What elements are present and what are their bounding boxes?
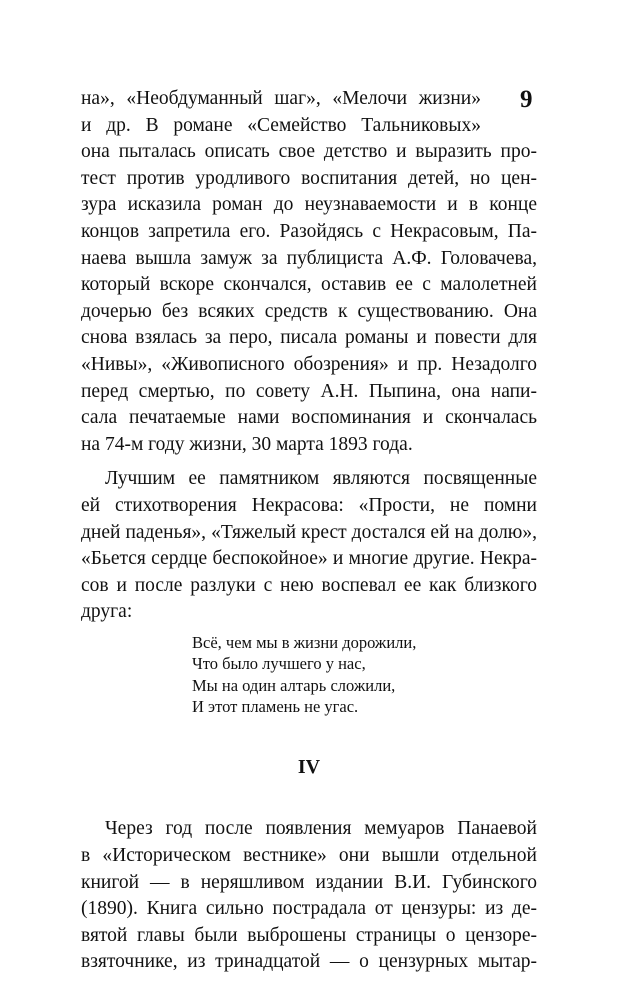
text-line: снова взялась за перо, писала романы и повести для — [81, 327, 537, 349]
text-line: вятой главы были выброшены страницы о цензоре- — [81, 924, 537, 946]
text-line: она пыталась описать свое детство и выразить про- — [81, 141, 537, 163]
text-line: (1890). Книга сильно пострадала от цензуры: из де- — [81, 898, 537, 920]
paragraph-1 — [81, 86, 537, 458]
text-line: сала печатаемые нами воспоминания и скончалась — [81, 407, 537, 429]
text-line: дней паденья», «Тяжелый крест достался ей на долю», — [81, 521, 537, 543]
text-line: перед смертью, по совету А.Н. Пыпина, она напи- — [81, 380, 537, 402]
paragraph-3 — [81, 816, 537, 976]
text-line: дочерью без всяких средств к существованию. Она — [81, 300, 537, 322]
text-line: на 74-м году жизни, 30 марта 1893 года. — [81, 433, 413, 455]
text-line: тест против уродливого воспитания детей, но цен- — [81, 167, 537, 189]
poem-line: Что было лучшего у нас, — [192, 654, 366, 674]
text-line: концов запретила его. Разойдясь с Некрасовым, Па- — [81, 220, 537, 242]
text-line: книгой — в неряшливом издании В.И. Губинского — [81, 871, 537, 893]
poem-quote — [192, 632, 537, 718]
poem-line: Мы на один алтарь сложили, — [192, 675, 396, 695]
poem-line: И этот пламень не угас. — [192, 697, 359, 717]
text-line: Лучшим ее памятником являются посвященные — [105, 468, 537, 490]
text-line: друга: — [81, 601, 133, 623]
text-line: «Нивы», «Живописного обозрения» и пр. Незадолго — [81, 353, 537, 375]
paragraph-2 — [81, 466, 537, 626]
section-heading: IV — [297, 755, 321, 778]
text-line: сов и после разлуки с нею воспевал ее как близкого — [81, 574, 537, 596]
page-number: 9 — [520, 86, 533, 113]
text-line: наева вышла замуж за публициста А.Ф. Головачева, — [81, 247, 537, 269]
text-line: на», «Необдуманный шаг», «Мелочи жизни» — [81, 88, 481, 109]
text-line: в «Историческом вестнике» они вышли отдельной — [81, 845, 537, 867]
text-line: и др. В романе «Семейство Тальниковых» — [81, 114, 481, 136]
poem-line: Всё, чем мы в жизни дорожили, — [192, 632, 417, 652]
text-line: взяточнике, из тринадцатой — о цензурных мытар- — [81, 951, 537, 973]
text-line: зура исказила роман до неузнаваемости и в конце — [81, 194, 537, 216]
text-line: Через год после появления мемуаров Панаевой — [105, 818, 537, 840]
text-line: ей стихотворения Некрасова: «Прости, не помни — [81, 494, 537, 516]
text-line: который вскоре скончался, оставив ее с малолетней — [81, 274, 537, 296]
body-text — [81, 86, 537, 976]
text-line: «Бьется сердце беспокойное» и многие другие. Некра- — [81, 548, 537, 570]
